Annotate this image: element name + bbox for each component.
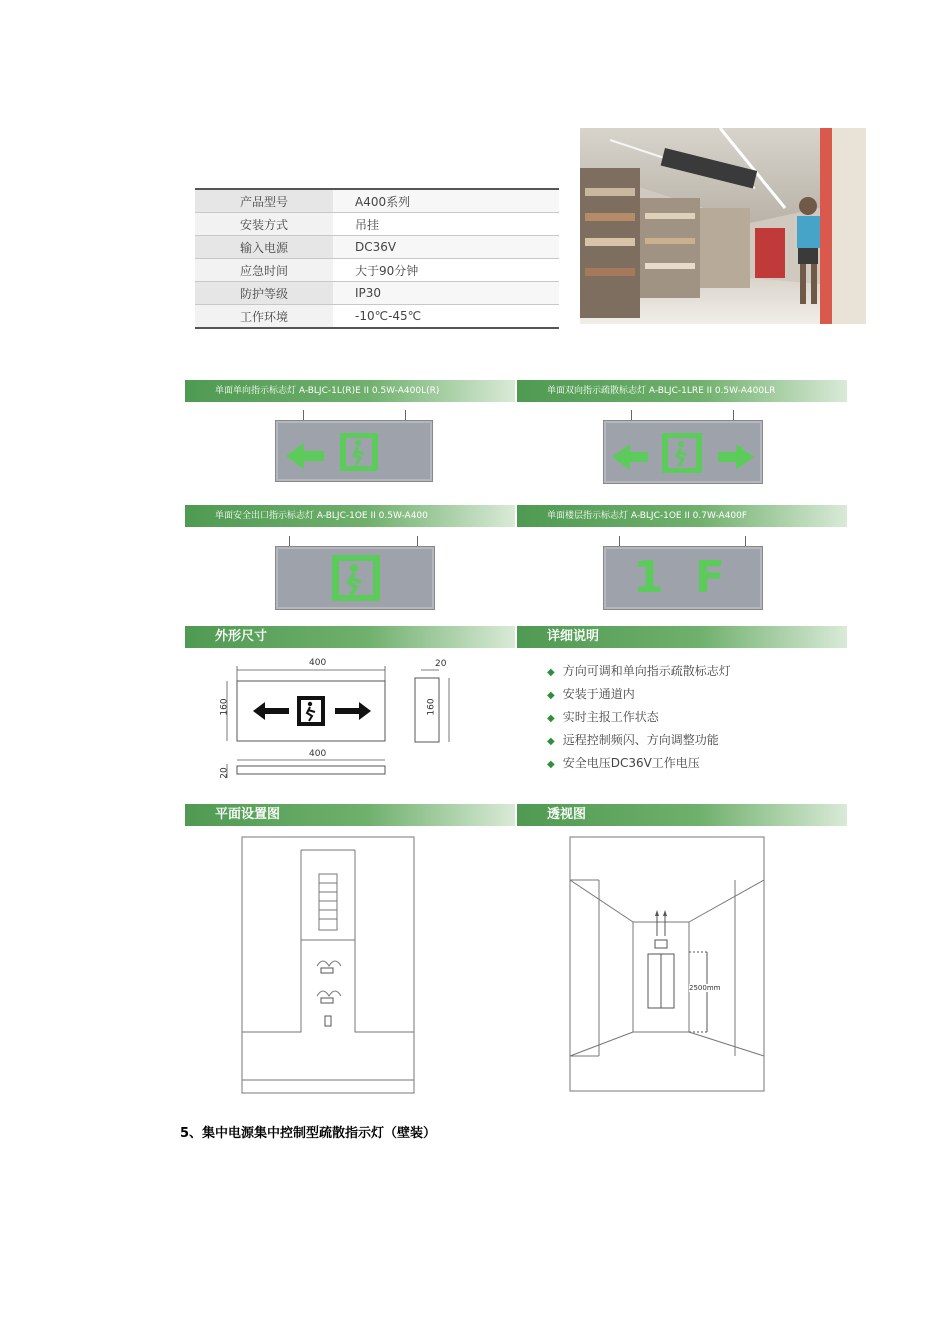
- product-header-floor: 单面楼层指示标志灯 A-BLJC-1OE II 0.7W-A400F: [517, 505, 847, 527]
- spec-value: A400系列: [333, 189, 559, 213]
- section-plan: 平面设置图: [185, 804, 515, 826]
- floor-sign-text: 1 F: [633, 552, 733, 603]
- spec-label: 产品型号: [195, 189, 333, 213]
- list-item: ◆ 实时主报工作状态: [547, 710, 659, 724]
- floor-plan-drawing: [241, 836, 415, 1094]
- spec-row: [195, 236, 559, 259]
- list-item: ◆ 远程控制频闪、方向调整功能: [547, 733, 719, 747]
- double-arrow-exit-icon: [604, 421, 762, 483]
- spec-row: [195, 282, 559, 305]
- store-photo: [580, 128, 866, 324]
- sign-double-direction: [603, 420, 763, 484]
- dim-height: 160: [219, 698, 230, 716]
- spec-row: [195, 259, 559, 282]
- dim-side-height: 160: [426, 698, 437, 716]
- section-details: 详细说明: [517, 626, 847, 648]
- spec-label: 输入电源: [195, 236, 333, 259]
- sign-safety-exit: [275, 546, 435, 610]
- diamond-bullet-icon: ◆: [547, 690, 555, 701]
- perspective-drawing: [569, 836, 765, 1092]
- spec-label: 工作环境: [195, 305, 333, 329]
- left-arrow-exit-icon: [276, 421, 432, 481]
- spec-label: 安装方式: [195, 213, 333, 236]
- spec-row: [195, 189, 559, 213]
- spec-value: DC36V: [333, 236, 559, 259]
- spec-row: [195, 305, 559, 329]
- sign-single-direction: [275, 420, 433, 482]
- spec-value: 吊挂: [333, 213, 559, 236]
- catalog-panel: [185, 380, 847, 1116]
- section-perspective: 透视图: [517, 804, 847, 826]
- dim-bottom-width: 400: [309, 749, 327, 759]
- list-item: ◆ 安全电压DC36V工作电压: [547, 756, 700, 770]
- dim-width: 400: [309, 658, 327, 668]
- dim-bottom-depth: 20: [219, 767, 230, 779]
- diamond-bullet-icon: ◆: [547, 667, 555, 678]
- exit-running-man-icon: [276, 547, 434, 609]
- spec-value: -10℃-45℃: [333, 305, 559, 329]
- diamond-bullet-icon: ◆: [547, 759, 555, 770]
- spec-value: IP30: [333, 282, 559, 305]
- dimension-drawing: [215, 656, 485, 786]
- product-header-safety-exit: 单面安全出口指示标志灯 A-BLJC-1OE II 0.5W-A400: [185, 505, 515, 527]
- product-header-single-direction: 单面单向指示标志灯 A-BLJC-1L(R)E II 0.5W-A400L(R): [185, 380, 515, 402]
- spec-value: 大于90分钟: [333, 259, 559, 282]
- section-caption: 5、集中电源集中控制型疏散指示灯（壁装）: [180, 1126, 437, 1141]
- sign-floor: [603, 546, 763, 610]
- diamond-bullet-icon: ◆: [547, 713, 555, 724]
- section-dimensions: 外形尺寸: [185, 626, 515, 648]
- list-item: ◆ 安装于通道内: [547, 687, 635, 701]
- dim-depth: 20: [435, 659, 447, 669]
- spec-row: [195, 213, 559, 236]
- details-list: [547, 660, 731, 775]
- perspective-height-label: 2500mm: [689, 984, 721, 992]
- diamond-bullet-icon: ◆: [547, 736, 555, 747]
- spec-label: 防护等级: [195, 282, 333, 305]
- product-header-double-direction: 单面双向指示疏散标志灯 A-BLJC-1LRE II 0.5W-A400LR: [517, 380, 847, 402]
- list-item: ◆ 方向可调和单向指示疏散标志灯: [547, 664, 731, 678]
- spec-table: [195, 188, 559, 329]
- spec-label: 应急时间: [195, 259, 333, 282]
